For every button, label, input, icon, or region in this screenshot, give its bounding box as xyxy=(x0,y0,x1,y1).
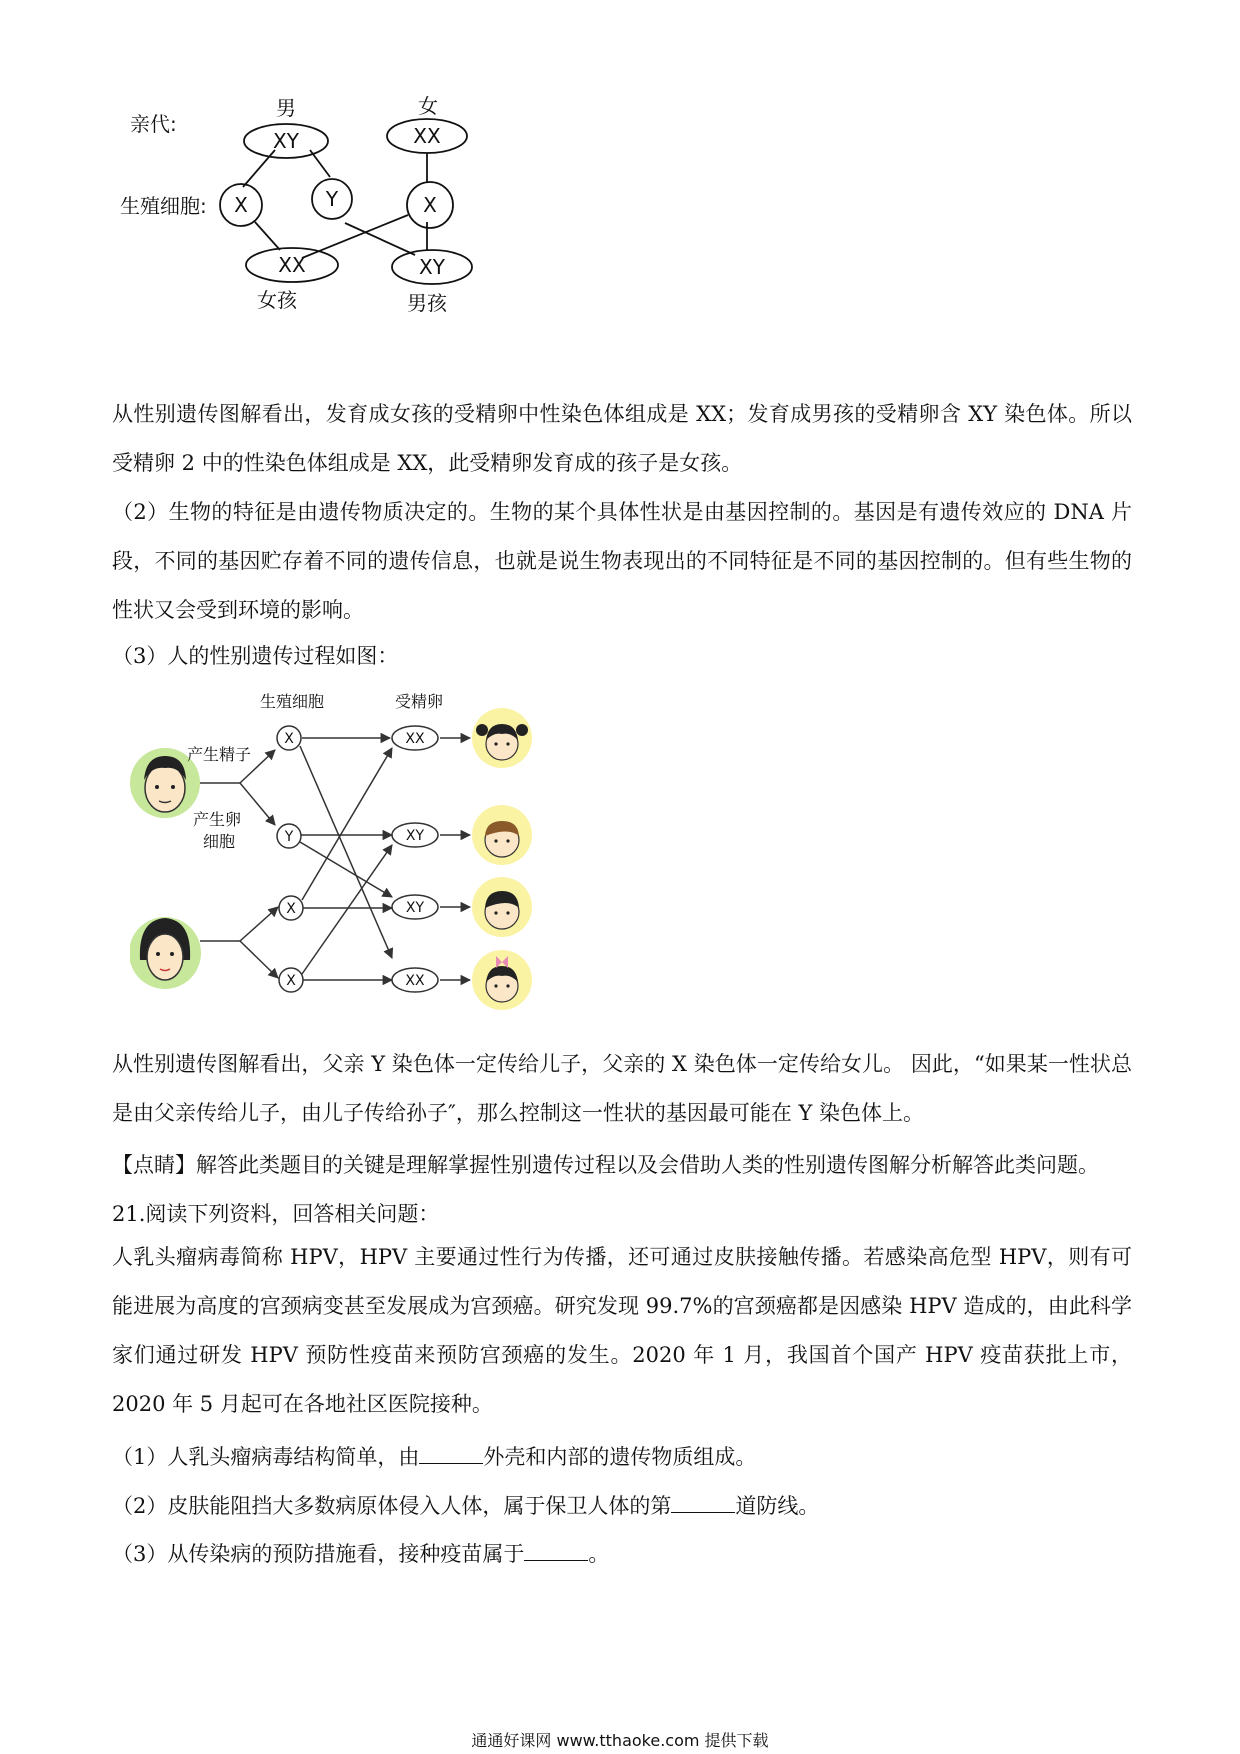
sex-inheritance-diagram xyxy=(120,95,550,365)
line-male-to-x xyxy=(243,150,275,187)
q3-suffix: 。 xyxy=(588,1542,610,1566)
paragraph-2: （2）生物的特征是由遗传物质决定的。生物的某个具体性状是由基因控制的。基因是有遗传效应的 DNA 片段，不同的基因贮存着不同的遗传信息，也就是说生物表现出的不同特征是不同的基因控制的。但有些生物的性状又会受到环境的影响。 xyxy=(112,500,1132,622)
q1-answer-blank[interactable] xyxy=(419,1445,483,1464)
q2-answer-blank[interactable] xyxy=(671,1494,735,1513)
boy-face-icon-2 xyxy=(472,877,532,937)
question-21-material: 人乳头瘤病毒简称 HPV，HPV 主要通过性行为传播，还可通过皮肤接触传播。若感染高危型 HPV，则有可能进展为高度的宫颈病变甚至发展成为宫颈癌。研究发现 99.7%的宫颈癌都是因感染 HPV 造成的，由此科学家们通过研发 HPV 预防性疫苗来预防宫颈癌的发生。2020 年 1 月，我国首个国产 HPV 疫苗获批上市，2020 年 5 月起可在各地社区医院接种。 xyxy=(112,1245,1132,1416)
male-parent-text: XY xyxy=(273,129,299,153)
girl-label: 女孩 xyxy=(257,288,297,312)
q1-suffix: 外壳和内部的遗传物质组成。 xyxy=(483,1445,757,1469)
question-21-part-3 xyxy=(112,1538,609,1568)
paragraph-5: 【点睛】解答此类题目的关键是理解掌握性别遗传过程以及会借助人类的性别遗传图解分析解答此类问题。 xyxy=(112,1153,1099,1177)
female-parent-text: XX xyxy=(413,124,441,148)
male-label: 男 xyxy=(276,96,296,120)
egg-label-2: 细胞 xyxy=(203,832,236,851)
gamete-header: 生殖细胞 xyxy=(260,692,325,711)
boy-label: 男孩 xyxy=(407,291,447,315)
boy-zygote-text: XY xyxy=(419,255,445,279)
q1-prefix: （1）人乳头瘤病毒结构简单，由 xyxy=(112,1445,420,1469)
question-21-part-1 xyxy=(112,1441,756,1471)
girl-face-icon xyxy=(472,708,532,768)
sperm-label: 产生精子 xyxy=(187,745,252,764)
girl-zygote-text: XX xyxy=(278,253,306,277)
mother-face-icon xyxy=(130,917,201,989)
egg-label-1: 产生卵 xyxy=(193,810,242,829)
zygote-3-text: XY xyxy=(405,900,425,916)
paragraph-3: （3）人的性别遗传过程如图： xyxy=(112,644,399,668)
gamete-label: 生殖细胞: xyxy=(120,194,207,218)
boy-face-icon-1 xyxy=(472,805,532,865)
egg-x1-text: X xyxy=(286,901,296,917)
paragraph-1: 从性别遗传图解看出，发育成女孩的受精卵中性染色体组成是 XX；发育成男孩的受精卵含 XY 染色体。所以受精卵 2 中的性染色体组成是 XX，此受精卵发育成的孩子是女孩。 xyxy=(112,402,1132,475)
line-x-to-girl xyxy=(255,222,280,250)
zygote-4-text: XX xyxy=(405,973,425,989)
q3-answer-blank[interactable] xyxy=(524,1542,588,1561)
female-label: 女 xyxy=(418,95,438,118)
q2-prefix: （2）皮肤能阻挡大多数病原体侵入人体，属于保卫人体的第 xyxy=(112,1494,672,1518)
question-21-title: 21.阅读下列资料，回答相关问题： xyxy=(112,1202,440,1226)
zygote-1-text: XX xyxy=(405,731,425,747)
paragraph-4: 从性别遗传图解看出，父亲 Y 染色体一定传给儿子，父亲的 X 染色体一定传给女儿。 因此，“如果某一性状总是由父亲传给儿子，由儿子传给孙子″，那么控制这一性状的基因最可能在 Y 染色体上。 xyxy=(112,1052,1132,1125)
zygote-header: 受精卵 xyxy=(395,692,444,711)
gamete-y-text: Y xyxy=(325,187,339,211)
egg-x2-text: X xyxy=(286,973,296,989)
illustrated-inheritance-diagram xyxy=(130,690,610,1020)
question-21-part-2 xyxy=(112,1490,819,1520)
gamete-x2-text: X xyxy=(423,193,437,217)
q2-suffix: 道防线。 xyxy=(735,1494,820,1518)
girl-face-icon-2 xyxy=(472,950,532,1010)
zygote-2-text: XY xyxy=(405,828,425,844)
q3-prefix: （3）从传染病的预防措施看，接种疫苗属于 xyxy=(112,1542,525,1566)
sperm-x-text: X xyxy=(284,731,294,747)
gamete-x1-text: X xyxy=(234,193,248,217)
sperm-y-text: Y xyxy=(284,829,294,845)
parent-label: 亲代: xyxy=(130,112,177,136)
page-footer: 通通好课网 www.tthaoke.com 提供下载 xyxy=(471,1731,769,1750)
line-y-to-boy xyxy=(345,223,415,255)
